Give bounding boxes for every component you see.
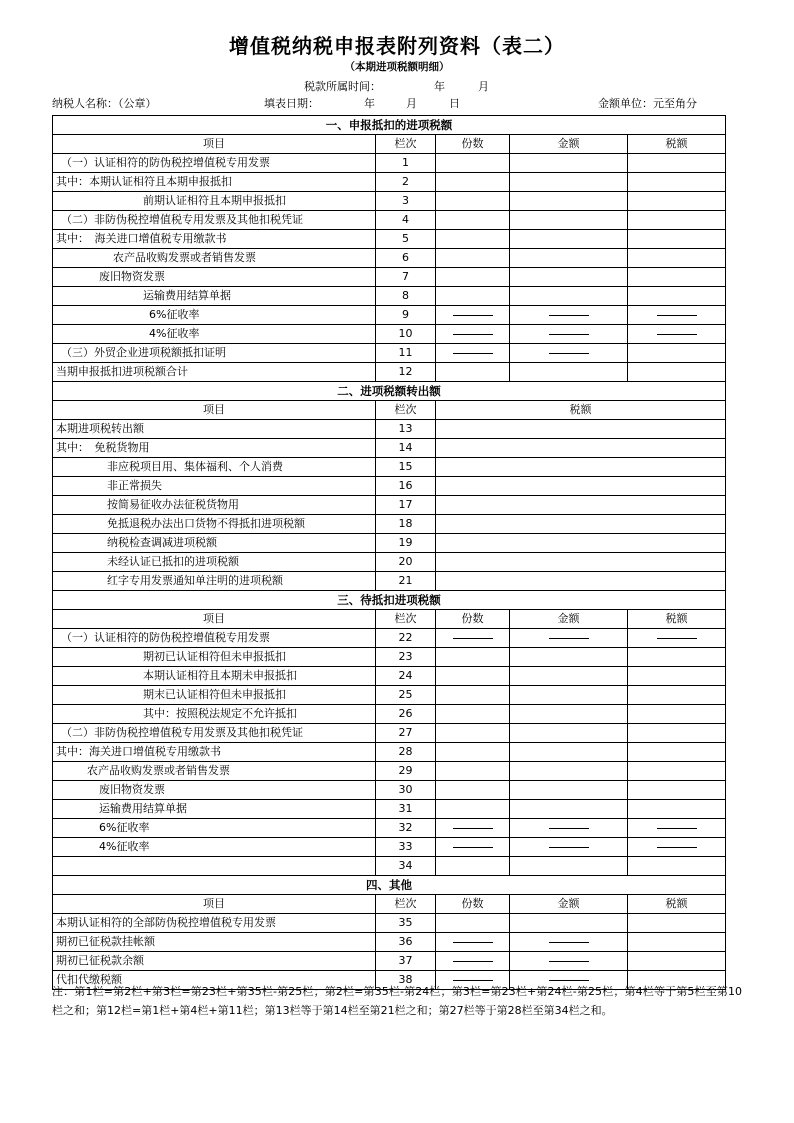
row-label: 农产品收购发票或者销售发票 [53,249,376,268]
tax-cell[interactable] [628,325,726,344]
row-label: 本期进项税转出额 [53,420,376,439]
tax-cell[interactable] [628,762,726,781]
count-cell [436,819,510,838]
count-cell[interactable] [436,686,510,705]
row-num: 14 [376,439,436,458]
row-num: 29 [376,762,436,781]
row-num: 26 [376,705,436,724]
col-amount: 金额 [510,135,628,154]
count-cell[interactable] [436,743,510,762]
count-cell [436,838,510,857]
row-num: 10 [376,325,436,344]
dash-mark [657,847,697,848]
count-cell [436,325,510,344]
row-label: 其中：按照税法规定不允许抵扣 [53,705,376,724]
tax-cell[interactable] [436,515,726,534]
row-label: 6%征收率 [53,819,376,838]
column-header-row [53,895,726,914]
count-cell[interactable] [436,249,510,268]
count-cell[interactable] [436,287,510,306]
table-row [53,705,726,724]
col-tax: 税额 [628,895,726,914]
table-row [53,325,726,344]
row-num: 12 [376,363,436,382]
table-row [53,154,726,173]
table-row [53,800,726,819]
col-seq: 栏次 [376,610,436,629]
dash-mark [549,315,589,316]
amount-cell[interactable] [510,192,628,211]
row-num: 33 [376,838,436,857]
count-cell[interactable] [436,857,510,876]
form-subtitle: （本期进项税额明细） [344,61,450,73]
table-row [53,629,726,648]
amount-cell[interactable] [510,154,628,173]
count-cell[interactable] [436,192,510,211]
tax-cell[interactable] [628,154,726,173]
dash-mark [657,638,697,639]
row-num: 19 [376,534,436,553]
tax-cell[interactable] [628,211,726,230]
row-num: 32 [376,819,436,838]
row-label [53,857,376,876]
count-cell[interactable] [436,914,510,933]
row-num: 16 [376,477,436,496]
table-row [53,819,726,838]
row-num: 2 [376,173,436,192]
count-cell[interactable] [436,667,510,686]
row-label: 当期申报抵扣进项税额合计 [53,363,376,382]
table-row [53,211,726,230]
amount-cell[interactable] [510,838,628,857]
amount-cell[interactable] [510,363,628,382]
col-seq: 栏次 [376,135,436,154]
table-row [53,306,726,325]
tax-cell[interactable] [628,857,726,876]
count-cell[interactable] [436,211,510,230]
amount-cell[interactable] [510,667,628,686]
table-row [53,477,726,496]
row-num: 15 [376,458,436,477]
tax-cell[interactable] [628,724,726,743]
row-num: 11 [376,344,436,363]
amount-cell[interactable] [510,724,628,743]
col-amount: 金额 [510,895,628,914]
count-cell[interactable] [436,705,510,724]
tax-cell[interactable] [628,648,726,667]
section-title: 一、申报抵扣的进项税额 [53,116,726,135]
row-label: 其中：海关进口增值税专用缴款书 [53,743,376,762]
table-row [53,496,726,515]
row-label: 代扣代缴税额 [53,971,376,990]
table-row [53,933,726,952]
dash-mark [453,942,493,943]
row-label: 按简易征收办法征税货物用 [53,496,376,515]
row-num: 20 [376,553,436,572]
tax-cell[interactable] [628,192,726,211]
period-month: 月 [478,80,489,93]
col-count: 份数 [436,610,510,629]
col-amount: 金额 [510,610,628,629]
row-num: 8 [376,287,436,306]
amount-cell[interactable] [510,686,628,705]
table-row [53,781,726,800]
count-cell[interactable] [436,648,510,667]
row-label: 废旧物资发票 [53,781,376,800]
row-label: 非应税项目用、集体福利、个人消费 [53,458,376,477]
count-cell[interactable] [436,363,510,382]
table-row [53,192,726,211]
amount-cell[interactable] [510,268,628,287]
col-item: 项目 [53,895,376,914]
table-row [53,838,726,857]
amount-cell[interactable] [510,287,628,306]
tax-cell[interactable] [628,686,726,705]
input-tax-detail-table [52,115,726,990]
count-cell[interactable] [436,268,510,287]
dash-mark [657,315,697,316]
section-title: 三、待抵扣进项税额 [53,591,726,610]
row-label: 其中： 免税货物用 [53,439,376,458]
dash-mark [549,334,589,335]
col-seq: 栏次 [376,401,436,420]
dash-mark [453,334,493,335]
row-num: 1 [376,154,436,173]
table-row [53,534,726,553]
row-label: 本期认证相符且本期未申报抵扣 [53,667,376,686]
count-cell[interactable] [436,800,510,819]
tax-cell[interactable] [628,249,726,268]
count-cell[interactable] [436,762,510,781]
tax-cell[interactable] [628,743,726,762]
row-num: 17 [376,496,436,515]
tax-cell[interactable] [628,667,726,686]
row-num: 13 [376,420,436,439]
table-row [53,268,726,287]
fill-year: 年 [364,97,375,110]
tax-cell[interactable] [436,477,726,496]
row-label: 其中： 海关进口增值税专用缴款书 [53,230,376,249]
dash-mark [657,334,697,335]
row-num: 22 [376,629,436,648]
form-title: 增值税纳税申报表附列资料（表二） [229,34,565,58]
row-num: 4 [376,211,436,230]
row-label: （一）认证相符的防伪税控增值税专用发票 [53,154,376,173]
amount-cell[interactable] [510,857,628,876]
fill-month: 月 [406,97,417,110]
dash-mark [549,353,589,354]
amount-cell[interactable] [510,325,628,344]
table-row [53,857,726,876]
tax-cell[interactable] [628,819,726,838]
row-label: 运输费用结算单据 [53,287,376,306]
dash-mark [453,961,493,962]
amount-cell[interactable] [510,173,628,192]
col-item: 项目 [53,135,376,154]
section-3-header [53,591,726,610]
section-2-header [53,382,726,401]
table-row [53,686,726,705]
unit-label: 金额单位：元至角分 [598,97,697,110]
row-label: 农产品收购发票或者销售发票 [53,762,376,781]
col-item: 项目 [53,610,376,629]
tax-cell[interactable] [628,344,726,363]
tax-cell[interactable] [436,420,726,439]
row-num: 35 [376,914,436,933]
table-row [53,439,726,458]
amount-cell [510,952,628,971]
period-year: 年 [434,80,445,93]
row-num: 27 [376,724,436,743]
row-num: 34 [376,857,436,876]
row-num: 37 [376,952,436,971]
row-label: 免抵退税办法出口货物不得抵扣进项税额 [53,515,376,534]
count-cell [436,933,510,952]
tax-cell[interactable] [628,287,726,306]
tax-cell[interactable] [628,306,726,325]
row-num: 36 [376,933,436,952]
row-num: 5 [376,230,436,249]
tax-cell[interactable] [628,838,726,857]
tax-cell[interactable] [436,572,726,591]
table-row [53,648,726,667]
row-num: 9 [376,306,436,325]
row-num: 21 [376,572,436,591]
table-row [53,173,726,192]
table-row [53,952,726,971]
footnote: 注：第1栏=第2栏+第3栏=第23栏+第35栏-第25栏；第2栏=第35栏-第24栏；第3栏=第23栏+第24栏-第25栏；第4栏等于第5栏至第10栏之和；第12栏=第1栏+第4栏+第11栏；第13栏等于第14栏至第21栏之和；第27栏等于第28栏至第34栏之和。 [52,985,742,1017]
amount-cell [510,629,628,648]
fill-date-label: 填表日期： [264,97,319,110]
row-label: （三）外贸企业进项税额抵扣证明 [53,344,376,363]
table-row [53,667,726,686]
row-label: 未经认证已抵扣的进项税额 [53,553,376,572]
tax-cell[interactable] [628,363,726,382]
row-num: 28 [376,743,436,762]
table-row [53,914,726,933]
tax-cell[interactable] [436,496,726,515]
row-num: 7 [376,268,436,287]
count-cell[interactable] [436,781,510,800]
tax-cell[interactable] [628,781,726,800]
row-label: 6%征收率 [53,306,376,325]
count-cell [436,306,510,325]
dash-mark [453,315,493,316]
amount-cell[interactable] [510,306,628,325]
row-label: 红字专用发票通知单注明的进项税额 [53,572,376,591]
table-row [53,249,726,268]
tax-cell[interactable] [628,914,726,933]
row-label: 期初已征税款余额 [53,952,376,971]
row-label: 运输费用结算单据 [53,800,376,819]
amount-cell[interactable] [510,800,628,819]
section-1-header [53,116,726,135]
tax-cell[interactable] [436,534,726,553]
tax-cell[interactable] [628,800,726,819]
count-cell[interactable] [436,230,510,249]
dash-mark [453,353,493,354]
table-row [53,230,726,249]
amount-cell[interactable] [510,230,628,249]
amount-cell[interactable] [510,211,628,230]
row-num: 18 [376,515,436,534]
table-row [53,743,726,762]
amount-cell[interactable] [510,819,628,838]
tax-cell[interactable] [628,230,726,249]
col-tax: 税额 [628,135,726,154]
table-row [53,572,726,591]
row-label: 期末已认证相符但未申报抵扣 [53,686,376,705]
table-row [53,287,726,306]
table-row [53,420,726,439]
table-row [53,724,726,743]
row-num: 30 [376,781,436,800]
section-4-header [53,876,726,895]
col-tax: 税额 [628,610,726,629]
row-label: 期初已认证相符但未申报抵扣 [53,648,376,667]
amount-cell[interactable] [510,914,628,933]
tax-cell[interactable] [628,952,726,971]
amount-cell[interactable] [510,249,628,268]
column-header-row [53,401,726,420]
row-label: 本期认证相符的全部防伪税控增值税专用发票 [53,914,376,933]
row-label: （二）非防伪税控增值税专用发票及其他扣税凭证 [53,724,376,743]
row-num: 24 [376,667,436,686]
row-num: 38 [376,971,436,990]
table-row [53,344,726,363]
col-count: 份数 [436,895,510,914]
count-cell[interactable] [436,154,510,173]
dash-mark [453,980,493,981]
row-label: 非正常损失 [53,477,376,496]
row-label: （一）认证相符的防伪税控增值税专用发票 [53,629,376,648]
col-seq: 栏次 [376,895,436,914]
tax-cell[interactable] [628,173,726,192]
row-label: （二）非防伪税控增值税专用发票及其他扣税凭证 [53,211,376,230]
dash-mark [549,942,589,943]
col-count: 份数 [436,135,510,154]
tax-cell[interactable] [436,553,726,572]
period-label: 税款所属时间： [304,80,381,93]
row-num: 25 [376,686,436,705]
row-label: 其中：本期认证相符且本期申报抵扣 [53,173,376,192]
row-num: 31 [376,800,436,819]
tax-cell[interactable] [436,439,726,458]
dash-mark [549,980,589,981]
dash-mark [657,828,697,829]
col-item: 项目 [53,401,376,420]
amount-cell[interactable] [510,648,628,667]
tax-cell[interactable] [436,458,726,477]
amount-cell [510,933,628,952]
table-row [53,363,726,382]
column-header-row [53,610,726,629]
table-row [53,553,726,572]
tax-cell[interactable] [628,705,726,724]
amount-cell[interactable] [510,762,628,781]
count-cell[interactable] [436,724,510,743]
dash-mark [549,638,589,639]
row-label: 4%征收率 [53,325,376,344]
dash-mark [549,961,589,962]
dash-mark [549,828,589,829]
table-row [53,762,726,781]
count-cell [436,344,510,363]
fill-day: 日 [449,97,460,110]
amount-cell[interactable] [510,781,628,800]
row-label: 期初已征税款挂帐额 [53,933,376,952]
amount-cell [510,344,628,363]
tax-cell[interactable] [628,933,726,952]
tax-cell[interactable] [628,268,726,287]
column-header-row [53,135,726,154]
dash-mark [453,847,493,848]
table-row [53,458,726,477]
dash-mark [453,828,493,829]
count-cell [436,952,510,971]
row-num: 3 [376,192,436,211]
taxpayer-label: 纳税人名称：（公章） [52,97,157,110]
section-title: 二、进项税额转出额 [53,382,726,401]
row-label: 4%征收率 [53,838,376,857]
table-row [53,515,726,534]
row-num: 23 [376,648,436,667]
col-tax: 税额 [436,401,726,420]
row-label: 纳税检查调减进项税额 [53,534,376,553]
tax-cell [628,629,726,648]
section-title: 四、其他 [53,876,726,895]
dash-mark [549,847,589,848]
row-label: 前期认证相符且本期申报抵扣 [53,192,376,211]
amount-cell[interactable] [510,743,628,762]
row-label: 废旧物资发票 [53,268,376,287]
row-num: 6 [376,249,436,268]
count-cell [436,629,510,648]
count-cell[interactable] [436,173,510,192]
amount-cell[interactable] [510,705,628,724]
dash-mark [453,638,493,639]
